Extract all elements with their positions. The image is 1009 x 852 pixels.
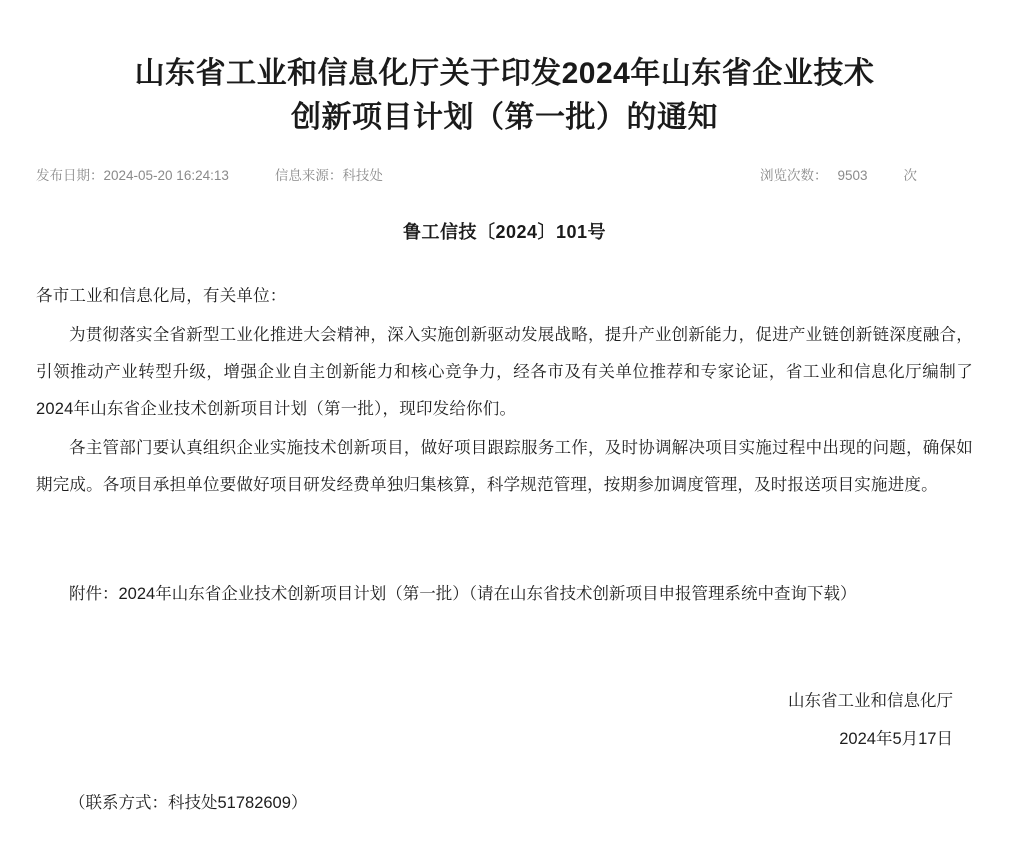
info-source-label: 信息来源： <box>274 168 343 183</box>
meta-left-group <box>36 166 383 186</box>
view-count-group <box>760 166 973 186</box>
signature-date: 2024年5月17日 <box>839 730 953 748</box>
info-source-value: 科技处 <box>342 168 383 183</box>
info-source <box>275 166 383 186</box>
view-count-unit: 次 <box>903 168 917 183</box>
publish-date <box>36 166 229 186</box>
signature-block <box>0 682 1009 758</box>
body-paragraph-2: 各主管部门要认真组织企业实施技术创新项目，做好项目跟踪服务工作，及时协调解决项目实施过程中出现的问题，确保如期完成。各项目承担单位要做好项目研发经费单独归集核算，科学规范管理，按期参加调度管理，及时报送项目实施进度。 <box>36 439 973 494</box>
attachment-line: 附件：2024年山东省企业技术创新项目计划（第一批）（请在山东省技术创新项目申报管理系统中查询下载） <box>69 585 857 603</box>
salutation: 各市工业和信息化局，有关单位： <box>36 287 287 305</box>
document-body <box>0 278 1009 504</box>
view-count-value: 9503 <box>837 168 868 183</box>
document-meta-bar <box>0 166 1009 186</box>
document-number: 鲁工信技〔2024〕101号 <box>402 222 607 242</box>
view-count-label: 浏览次数： <box>759 168 828 183</box>
contact-line: （联系方式：科技处51782609） <box>69 794 308 812</box>
publish-date-label: 发布日期： <box>36 168 104 183</box>
page-title: 山东省工业和信息化厅关于印发2024年山东省企业技术创新项目计划（第一批）的通知 <box>134 57 875 134</box>
body-paragraph-1: 为贯彻落实全省新型工业化推进大会精神，深入实施创新驱动发展战略，提升产业创新能力，促进产业链创新链深度融合，引领推动产业转型升级，增强企业自主创新能力和核心竞争力，经各市及有关单位推荐和专家论证，省工业和信息化厅编制了2024年山东省企业技术创新项目计划（第一批），现印发给你们。 <box>36 326 973 418</box>
publish-date-value: 2024-05-20 16:24:13 <box>103 168 229 183</box>
signature-issuer: 山东省工业和信息化厅 <box>788 692 953 710</box>
